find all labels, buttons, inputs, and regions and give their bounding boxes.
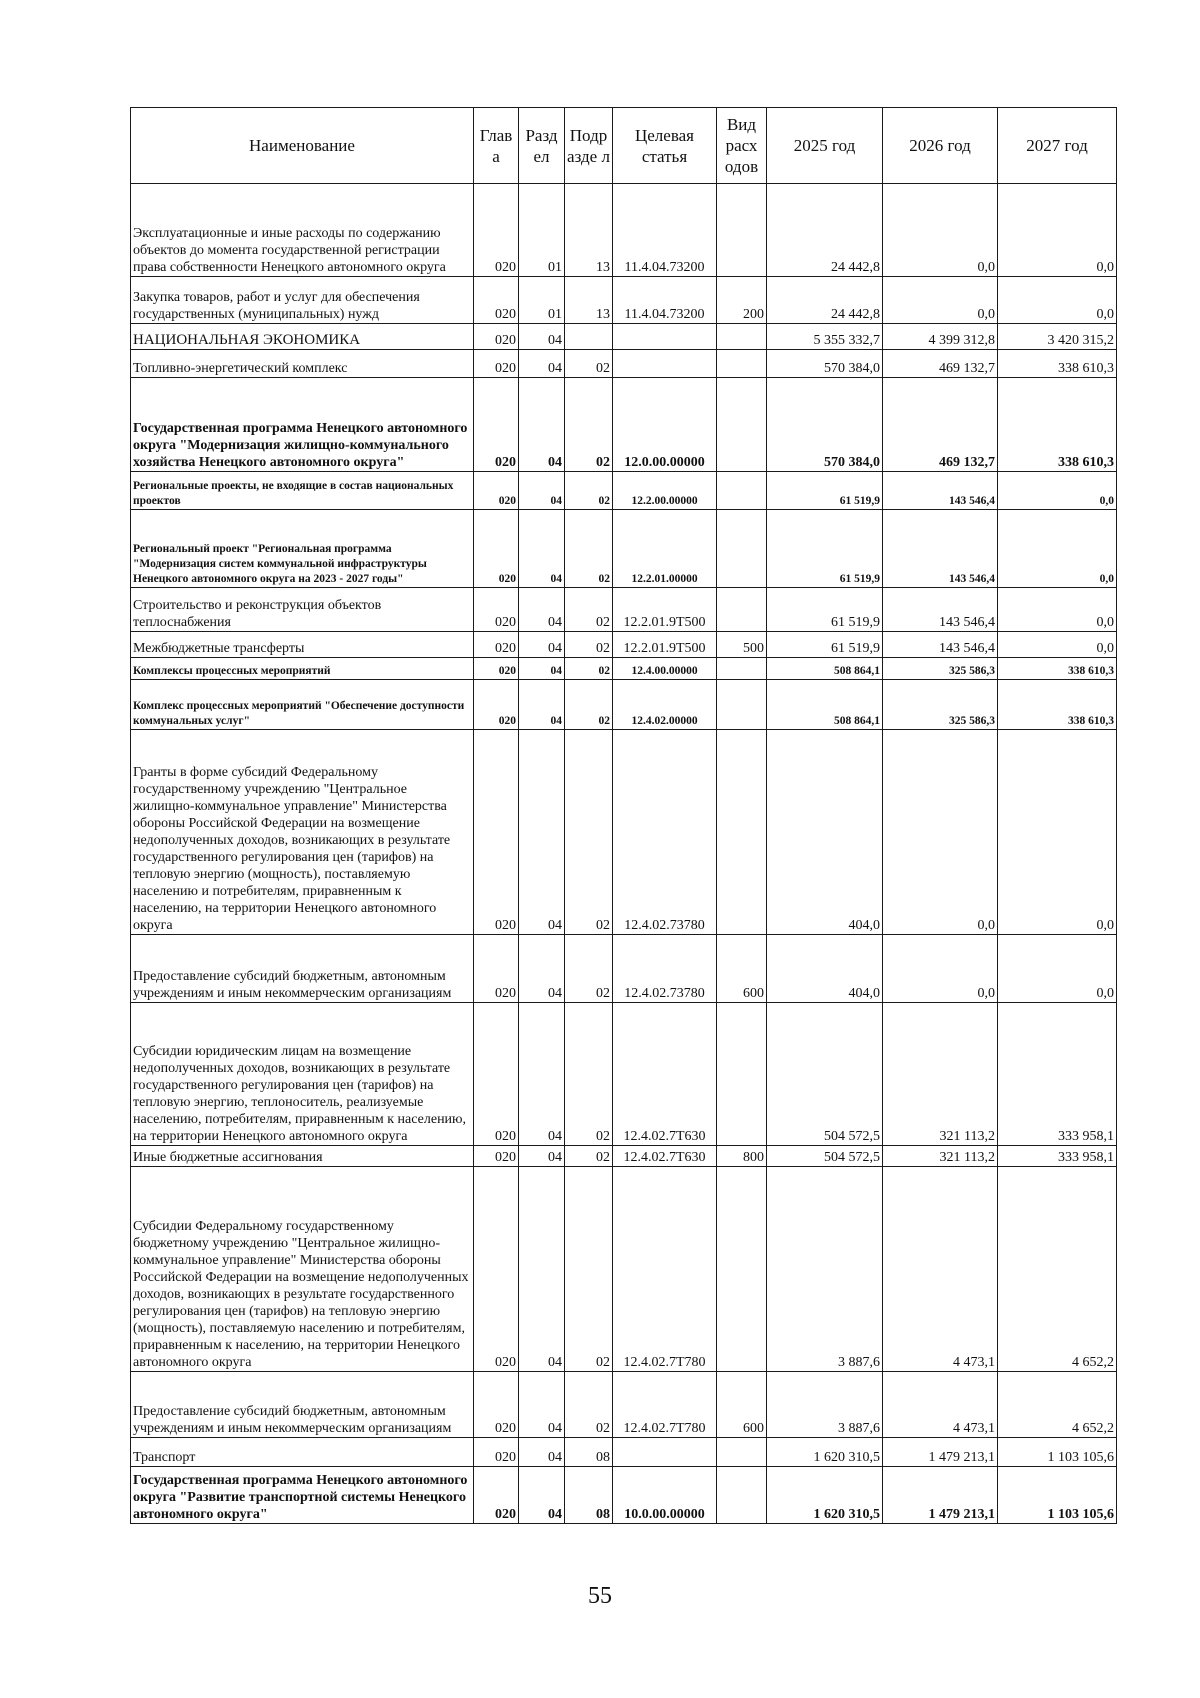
row-2027: 4 652,2 [998,1167,1117,1372]
row-podrazdel: 02 [565,1167,613,1372]
row-glava: 020 [474,510,519,588]
row-2026: 0,0 [883,730,998,935]
row-name: Эксплуатационные и иные расходы по содержанию объектов до момента государственной регистрации права собственности Ненецкого автономного округа [131,184,474,277]
row-glava: 020 [474,658,519,680]
row-name: Субсидии Федеральному государственному бюджетному учреждению "Центральное жилищно-коммунальное управление" Министерства обороны Российской Федерации на возмещение недополученных доходов, возникающих в результате государственного регулирования цен (тарифов) на тепловую энергию (мощность), поставляемую населению и потребителям, приравненным к населению, на территории Ненецкого автономного округа [131,1167,474,1372]
row-razdel: 04 [519,1467,565,1524]
row-razdel: 04 [519,935,565,1003]
row-2025: 24 442,8 [767,184,883,277]
row-razdel: 04 [519,730,565,935]
row-2025: 1 620 310,5 [767,1467,883,1524]
header-row [131,108,1117,184]
row-name: Строительство и реконструкция объектов теплоснабжения [131,588,474,632]
row-podrazdel: 02 [565,350,613,378]
row-2027: 0,0 [998,935,1117,1003]
row-razdel: 04 [519,632,565,658]
table-row [131,1467,1117,1524]
header-2025: 2025 год [767,108,883,184]
table-row [131,935,1117,1003]
row-2026: 325 586,3 [883,658,998,680]
row-2026: 0,0 [883,184,998,277]
row-2025: 508 864,1 [767,658,883,680]
row-2026: 143 546,4 [883,632,998,658]
row-razdel: 04 [519,588,565,632]
table-row [131,632,1117,658]
row-name: Транспорт [131,1438,474,1467]
row-glava: 020 [474,588,519,632]
row-target [613,324,717,350]
row-podrazdel: 02 [565,658,613,680]
row-glava: 020 [474,632,519,658]
table-row [131,1438,1117,1467]
row-2025: 61 519,9 [767,472,883,510]
row-target: 12.2.00.00000 [613,472,717,510]
row-razdel: 04 [519,378,565,472]
row-2026: 0,0 [883,277,998,324]
row-2026: 0,0 [883,935,998,1003]
row-2027: 1 103 105,6 [998,1438,1117,1467]
row-2027: 0,0 [998,510,1117,588]
table-row [131,588,1117,632]
row-glava: 020 [474,935,519,1003]
row-vid: 800 [717,1146,767,1167]
row-razdel: 01 [519,277,565,324]
row-vid [717,1438,767,1467]
row-target: 12.0.00.00000 [613,378,717,472]
row-vid: 200 [717,277,767,324]
row-glava: 020 [474,184,519,277]
row-2026: 321 113,2 [883,1003,998,1146]
row-vid [717,324,767,350]
row-vid: 500 [717,632,767,658]
table-row [131,510,1117,588]
row-razdel: 04 [519,324,565,350]
row-target: 12.4.02.73780 [613,935,717,1003]
header-target: Целевая статья [613,108,717,184]
row-podrazdel: 02 [565,510,613,588]
row-2025: 61 519,9 [767,510,883,588]
table-row [131,730,1117,935]
row-2025: 3 887,6 [767,1167,883,1372]
row-podrazdel: 08 [565,1438,613,1467]
row-podrazdel: 02 [565,1146,613,1167]
row-2025: 3 887,6 [767,1372,883,1438]
header-podrazdel: Подр азде л [565,108,613,184]
row-glava: 020 [474,472,519,510]
row-vid [717,184,767,277]
row-2026: 143 546,4 [883,588,998,632]
row-glava: 020 [474,350,519,378]
row-2025: 504 572,5 [767,1003,883,1146]
row-2027: 0,0 [998,472,1117,510]
row-vid [717,378,767,472]
row-2026: 1 479 213,1 [883,1467,998,1524]
row-2027: 3 420 315,2 [998,324,1117,350]
row-razdel: 04 [519,472,565,510]
row-target: 12.4.02.00000 [613,680,717,730]
table-row [131,277,1117,324]
row-razdel: 01 [519,184,565,277]
row-vid [717,658,767,680]
budget-table [130,107,1117,1524]
row-podrazdel: 02 [565,588,613,632]
row-name: Закупка товаров, работ и услуг для обеспечения государственных (муниципальных) нужд [131,277,474,324]
row-target: 12.4.02.7Т630 [613,1003,717,1146]
header-vid: Вид расх одов [717,108,767,184]
row-podrazdel [565,324,613,350]
row-podrazdel: 02 [565,1372,613,1438]
row-glava: 020 [474,1372,519,1438]
row-vid [717,350,767,378]
row-2027: 338 610,3 [998,378,1117,472]
row-glava: 020 [474,1146,519,1167]
table-row [131,350,1117,378]
row-2025: 61 519,9 [767,588,883,632]
row-name: НАЦИОНАЛЬНАЯ ЭКОНОМИКА [131,324,474,350]
row-razdel: 04 [519,680,565,730]
row-podrazdel: 02 [565,472,613,510]
row-target: 12.4.02.73780 [613,730,717,935]
row-2027: 338 610,3 [998,658,1117,680]
row-name: Топливно-энергетический комплекс [131,350,474,378]
row-2025: 570 384,0 [767,350,883,378]
row-2027: 338 610,3 [998,350,1117,378]
table-row [131,1372,1117,1438]
row-2026: 1 479 213,1 [883,1438,998,1467]
row-podrazdel: 02 [565,1003,613,1146]
row-podrazdel: 13 [565,277,613,324]
row-2027: 1 103 105,6 [998,1467,1117,1524]
row-2025: 61 519,9 [767,632,883,658]
row-target: 12.4.00.00000 [613,658,717,680]
row-name: Государственная программа Ненецкого автономного округа "Модернизация жилищно-коммунального хозяйства Ненецкого автономного округа" [131,378,474,472]
page-number: 55 [588,1583,612,1609]
row-2026: 4 399 312,8 [883,324,998,350]
row-2026: 469 132,7 [883,378,998,472]
row-name: Государственная программа Ненецкого автономного округа "Развитие транспортной системы Ненецкого автономного округа" [131,1467,474,1524]
row-vid: 600 [717,1372,767,1438]
row-glava: 020 [474,277,519,324]
row-target: 12.2.01.00000 [613,510,717,588]
row-razdel: 04 [519,1167,565,1372]
row-podrazdel: 02 [565,935,613,1003]
row-glava: 020 [474,378,519,472]
row-name: Межбюджетные трансферты [131,632,474,658]
header-glava: Глав а [474,108,519,184]
row-2025: 1 620 310,5 [767,1438,883,1467]
row-name: Гранты в форме субсидий Федеральному государственному учреждению "Центральное жилищно-коммунальное управление" Министерства обороны Российской Федерации на возмещение недополученных доходов, возникающих в результате государственного регулирования цен (тарифов) на тепловую энергию (мощность), поставляемую населению и потребителям, приравненным к населению, на территории Ненецкого автономного округа [131,730,474,935]
row-podrazdel: 02 [565,730,613,935]
table-row [131,324,1117,350]
row-target: 12.4.02.7Т630 [613,1146,717,1167]
row-2025: 508 864,1 [767,680,883,730]
table-row [131,1003,1117,1146]
row-razdel: 04 [519,1003,565,1146]
row-2027: 0,0 [998,588,1117,632]
row-2025: 24 442,8 [767,277,883,324]
table-row [131,1167,1117,1372]
table-row [131,680,1117,730]
row-2026: 4 473,1 [883,1372,998,1438]
row-2027: 0,0 [998,277,1117,324]
table-row [131,1146,1117,1167]
row-vid [717,680,767,730]
row-glava: 020 [474,1467,519,1524]
row-vid: 600 [717,935,767,1003]
row-podrazdel: 02 [565,632,613,658]
row-razdel: 04 [519,1438,565,1467]
row-target: 12.2.01.9Т500 [613,588,717,632]
table-row [131,472,1117,510]
row-2025: 504 572,5 [767,1146,883,1167]
row-razdel: 04 [519,510,565,588]
row-glava: 020 [474,730,519,935]
header-razdel: Разд ел [519,108,565,184]
row-target: 11.4.04.73200 [613,277,717,324]
row-2025: 404,0 [767,935,883,1003]
row-2026: 143 546,4 [883,472,998,510]
row-2027: 0,0 [998,730,1117,935]
row-target: 10.0.00.00000 [613,1467,717,1524]
row-glava: 020 [474,1003,519,1146]
header-2027: 2027 год [998,108,1117,184]
row-podrazdel: 13 [565,184,613,277]
row-target [613,1438,717,1467]
row-2027: 333 958,1 [998,1146,1117,1167]
row-vid [717,730,767,935]
row-podrazdel: 02 [565,378,613,472]
row-name: Региональный проект "Региональная программа "Модернизация систем коммунальной инфраструктуры Ненецкого автономного округа на 2023 - 2027 годы" [131,510,474,588]
row-name: Предоставление субсидий бюджетным, автономным учреждениям и иным некоммерческим организациям [131,1372,474,1438]
row-name: Региональные проекты, не входящие в состав национальных проектов [131,472,474,510]
row-target: 12.4.02.7Т780 [613,1167,717,1372]
row-name: Комплекс процессных мероприятий "Обеспечение доступности коммунальных услуг" [131,680,474,730]
row-2027: 0,0 [998,632,1117,658]
table-row [131,658,1117,680]
row-2026: 321 113,2 [883,1146,998,1167]
row-vid [717,1167,767,1372]
row-glava: 020 [474,1438,519,1467]
header-name: Наименование [131,108,474,184]
row-2025: 570 384,0 [767,378,883,472]
row-glava: 020 [474,680,519,730]
row-vid [717,1467,767,1524]
row-vid [717,1003,767,1146]
row-2026: 325 586,3 [883,680,998,730]
row-2026: 469 132,7 [883,350,998,378]
row-name: Предоставление субсидий бюджетным, автономным учреждениям и иным некоммерческим организациям [131,935,474,1003]
row-target: 11.4.04.73200 [613,184,717,277]
row-target: 12.4.02.7Т780 [613,1372,717,1438]
row-2025: 404,0 [767,730,883,935]
row-razdel: 04 [519,1372,565,1438]
row-target [613,350,717,378]
row-2026: 4 473,1 [883,1167,998,1372]
row-razdel: 04 [519,658,565,680]
row-2026: 143 546,4 [883,510,998,588]
row-glava: 020 [474,1167,519,1372]
table-row [131,184,1117,277]
row-vid [717,510,767,588]
header-2026: 2026 год [883,108,998,184]
row-glava: 020 [474,324,519,350]
row-vid [717,588,767,632]
table-row [131,378,1117,472]
row-2027: 0,0 [998,184,1117,277]
row-podrazdel: 02 [565,680,613,730]
row-name: Иные бюджетные ассигнования [131,1146,474,1167]
row-2027: 4 652,2 [998,1372,1117,1438]
row-target: 12.2.01.9Т500 [613,632,717,658]
row-razdel: 04 [519,350,565,378]
row-2027: 338 610,3 [998,680,1117,730]
row-name: Комплексы процессных мероприятий [131,658,474,680]
row-razdel: 04 [519,1146,565,1167]
row-vid [717,472,767,510]
row-podrazdel: 08 [565,1467,613,1524]
row-name: Субсидии юридическим лицам на возмещение недополученных доходов, возникающих в результате государственного регулирования цен (тарифов) на тепловую энергию, теплоноситель, реализуемые населению, потребителям, приравненным к населению, на территории Ненецкого автономного округа [131,1003,474,1146]
row-2027: 333 958,1 [998,1003,1117,1146]
row-2025: 5 355 332,7 [767,324,883,350]
